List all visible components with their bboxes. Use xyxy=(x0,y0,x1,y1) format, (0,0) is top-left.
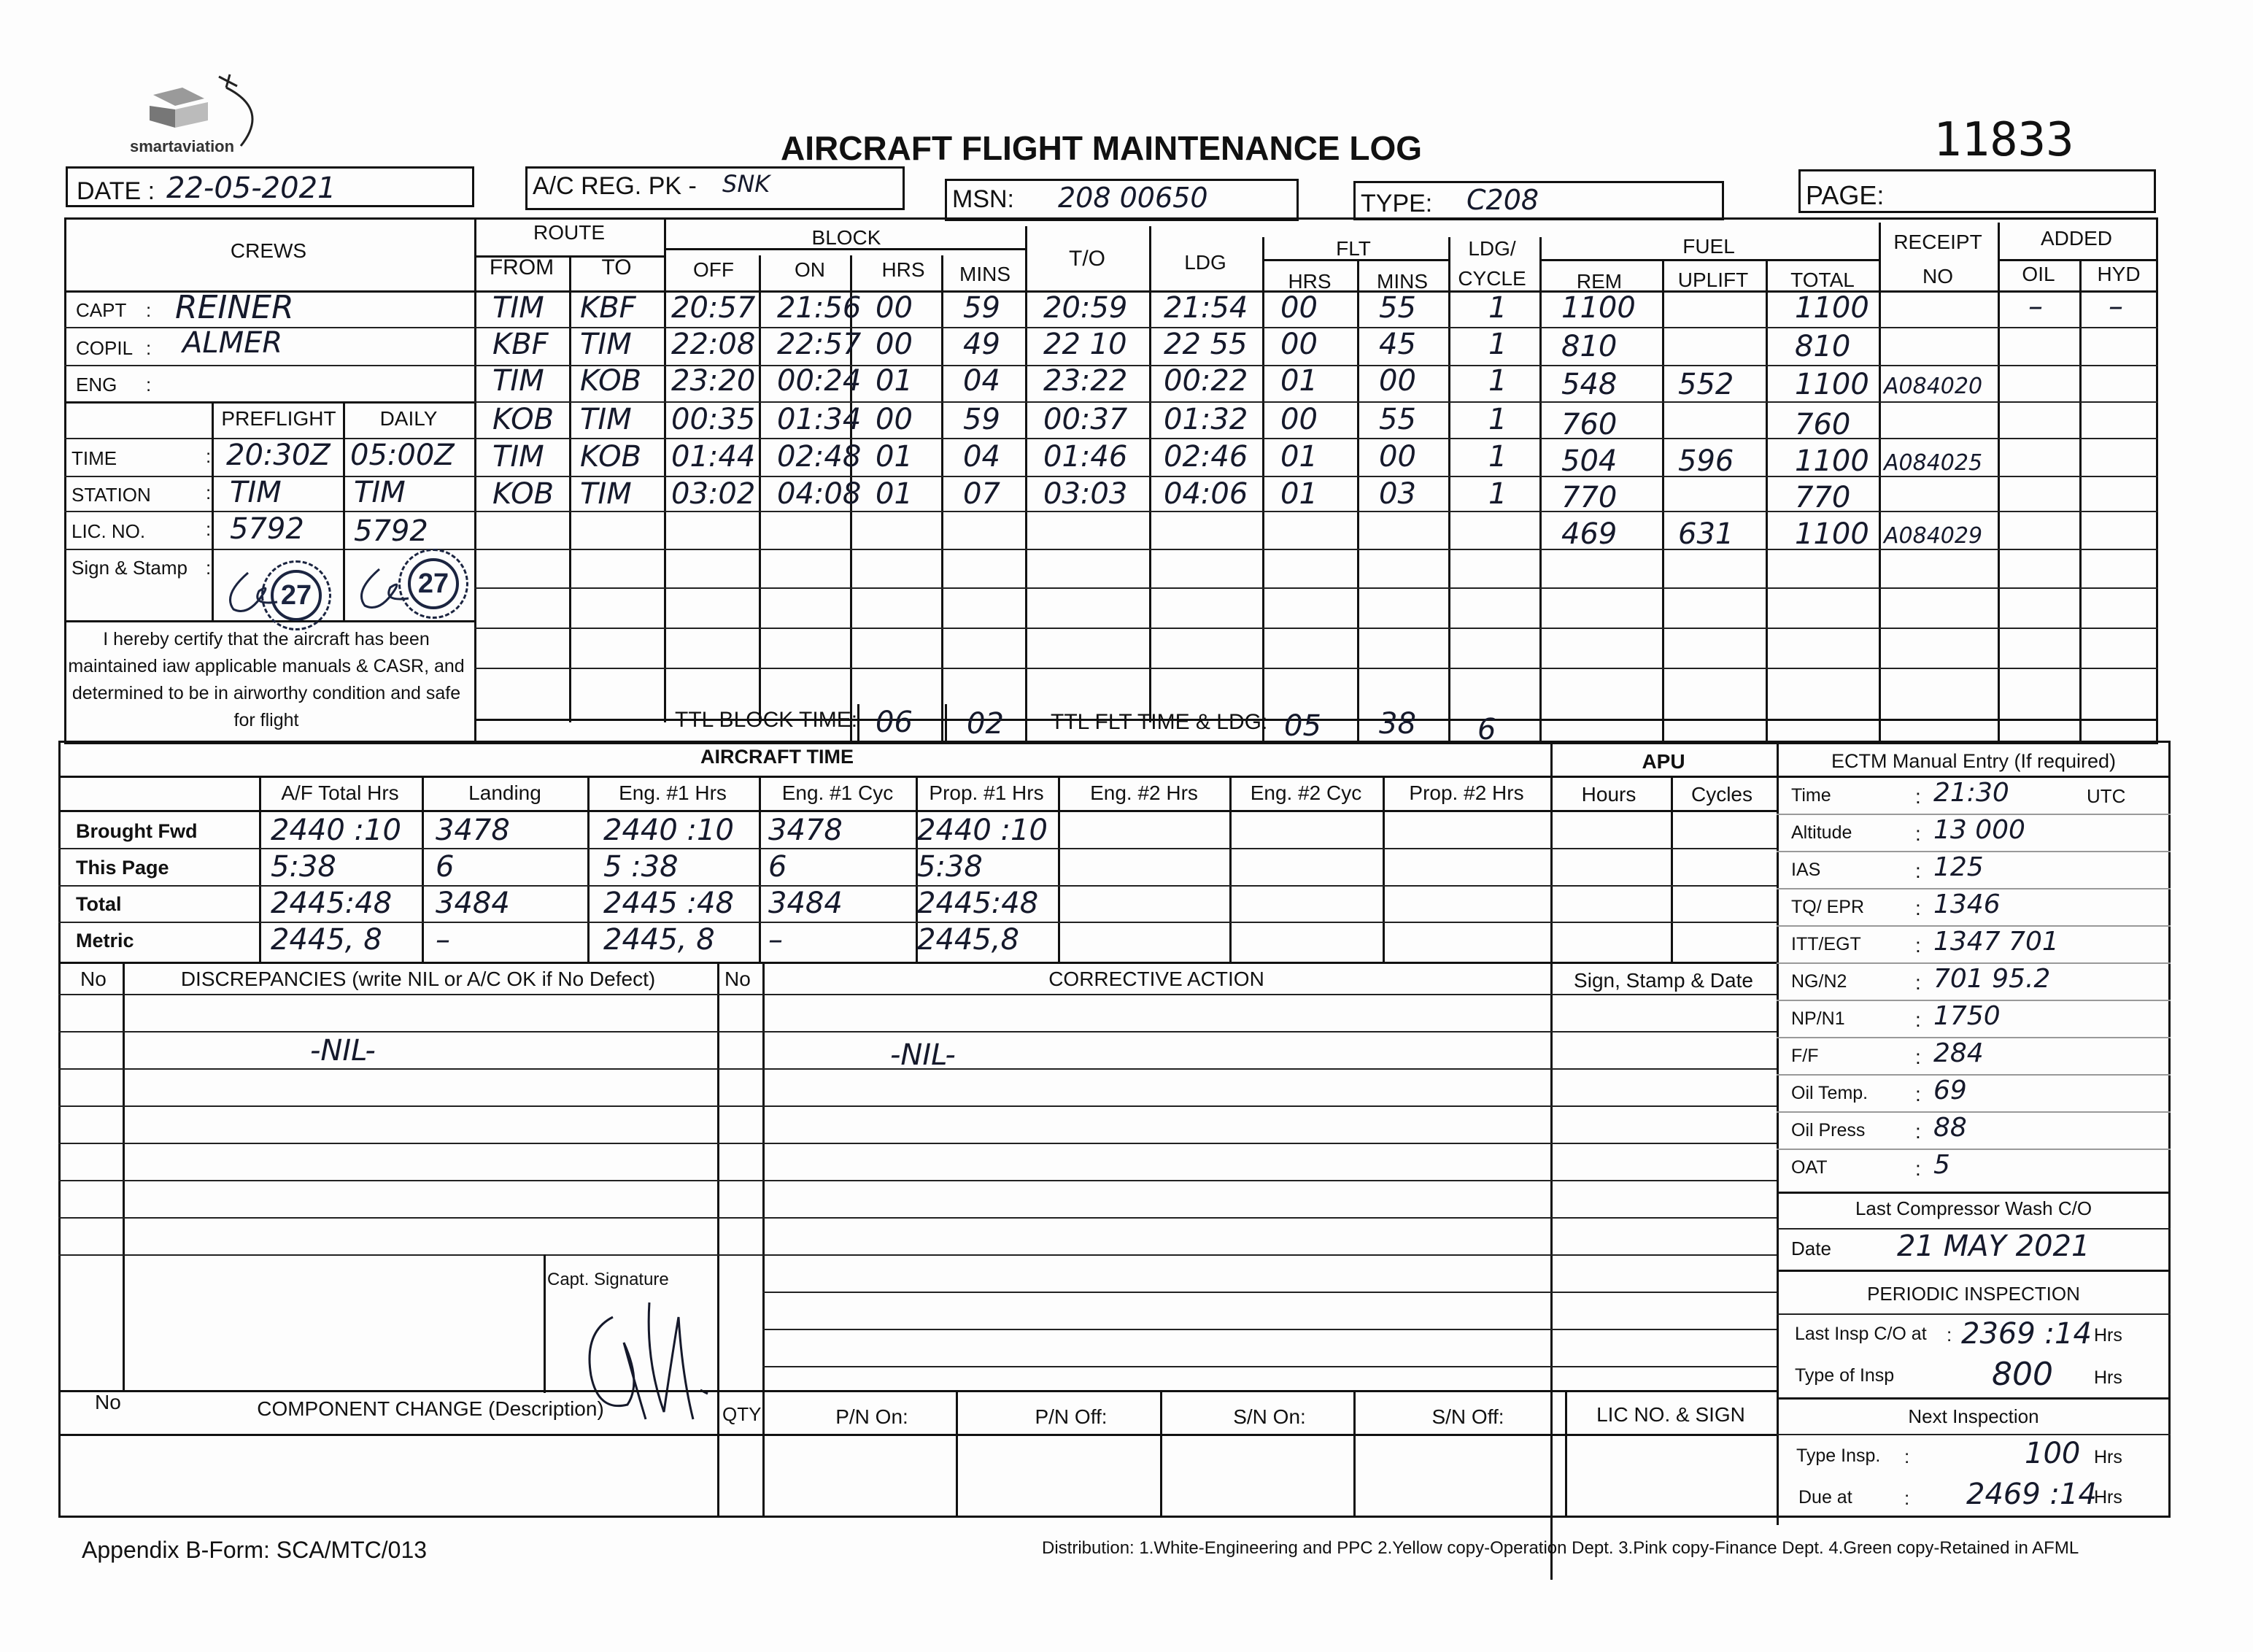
flight-cell-hrs: 00 xyxy=(876,403,913,436)
fuel-cell-uplift: 552 xyxy=(1678,368,1734,401)
compressor-date-label: Date xyxy=(1791,1238,1831,1259)
serial-number: 11833 xyxy=(1933,113,2074,167)
aircraft-time-cell: 5 :38 xyxy=(603,850,679,884)
flight-cell-from: KOB xyxy=(492,477,554,511)
receipt-header-1: RECEIPT xyxy=(1893,231,1982,253)
fuel-cell-total: 770 xyxy=(1795,481,1851,514)
due-label: Due at xyxy=(1798,1487,1852,1508)
to-header: TO xyxy=(601,255,632,279)
ttl-ldg: 6 xyxy=(1477,713,1496,746)
station-daily: TIM xyxy=(354,476,406,509)
aircraft-time-cell: 2445, 8 xyxy=(603,923,715,957)
fuel-cell-rem: 504 xyxy=(1561,444,1618,478)
time-label: TIME xyxy=(72,447,117,469)
corrective-heading: CORRECTIVE ACTION xyxy=(1048,968,1264,990)
aircraft-time-column-header: Landing xyxy=(468,781,541,804)
ectm-value: 1346 xyxy=(1933,889,2001,919)
fuel-cell-rem: 810 xyxy=(1561,330,1618,363)
flight-cell-to: KOB xyxy=(580,440,642,474)
engineer-stamp-daily: 27 xyxy=(408,558,459,609)
fuel-cell-total: 1100 xyxy=(1795,291,1869,325)
ectm-value: 284 xyxy=(1933,1038,1984,1068)
apu-heading: APU xyxy=(1642,750,1685,773)
aircraft-time-cell: – xyxy=(436,923,450,957)
pn-on-header: P/N On: xyxy=(835,1405,908,1428)
flight-cell-off: 01:44 xyxy=(671,440,756,474)
fuel-cell-total: 1100 xyxy=(1795,444,1869,478)
reg-label: A/C REG. PK - xyxy=(533,172,697,200)
flight-cell-from: KBF xyxy=(492,328,549,361)
fuel-cell-rem: 770 xyxy=(1561,481,1618,514)
flight-cell-cycle: 1 xyxy=(1488,440,1507,474)
flt-mins-header: MINS xyxy=(1377,270,1428,293)
certify-text-3: determined to be in airworthy condition and safe xyxy=(72,683,461,703)
aircraft-time-cell: 2445,8 xyxy=(917,923,1019,957)
flight-cell-on: 00:24 xyxy=(777,364,862,398)
ttl-block-hrs: 06 xyxy=(876,706,913,739)
aircraft-time-cell: 3478 xyxy=(436,814,510,847)
flight-cell-on: 02:48 xyxy=(777,440,862,474)
flight-cell-on: 21:56 xyxy=(777,291,862,325)
type-insp-unit: Hrs xyxy=(2094,1367,2122,1388)
to-time-header: T/O xyxy=(1069,247,1105,271)
ttl-flt-hrs: 05 xyxy=(1284,709,1321,743)
flight-cell-hrs: 01 xyxy=(876,364,913,398)
aircraft-time-cell: 2440 :10 xyxy=(271,814,401,847)
aircraft-time-heading: AIRCRAFT TIME xyxy=(700,746,854,768)
ectm-value: 69 xyxy=(1933,1076,1967,1105)
fuel-cell-total: 1100 xyxy=(1795,368,1869,401)
ectm-value: 1347 701 xyxy=(1933,927,2059,957)
flight-cell-ldg: 01:32 xyxy=(1164,403,1248,436)
flight-cell-on: 01:34 xyxy=(777,403,862,436)
flight-cell-flt-mins: 55 xyxy=(1379,291,1416,325)
flight-cell-to-time: 00:37 xyxy=(1043,403,1128,436)
flight-cell-to: KBF xyxy=(580,291,636,325)
copil-label: COPIL xyxy=(76,337,134,359)
ectm-label: IAS xyxy=(1791,860,1821,880)
flight-cell-mins: 04 xyxy=(963,440,1000,474)
ectm-label: NP/N1 xyxy=(1791,1008,1845,1029)
last-insp-unit: Hrs xyxy=(2094,1325,2122,1346)
ectm-label: TQ/ EPR xyxy=(1791,897,1865,917)
block-heading: BLOCK xyxy=(811,226,881,249)
apu-cycles-header: Cycles xyxy=(1690,783,1753,806)
uplift-header: UPLIFT xyxy=(1677,269,1749,291)
flight-cell-mins: 07 xyxy=(963,477,1000,511)
daily-signature xyxy=(350,562,438,613)
flight-cell-from: TIM xyxy=(492,440,544,474)
aircraft-time-row-label: Total xyxy=(76,893,122,915)
aircraft-time-cell: 3484 xyxy=(768,887,843,920)
aircraft-time-column-header: Eng. #1 Cyc xyxy=(781,781,894,804)
capt-label: CAPT xyxy=(76,299,127,321)
lic-preflight: 5792 xyxy=(230,512,304,546)
flight-cell-cycle: 1 xyxy=(1488,403,1507,436)
flight-cell-hrs: 01 xyxy=(876,440,913,474)
apu-hours-header: Hours xyxy=(1581,783,1636,806)
flight-cell-ldg: 21:54 xyxy=(1164,291,1248,325)
ldg-header: LDG xyxy=(1184,251,1226,274)
type-value: C208 xyxy=(1466,184,1539,216)
flight-cell-off: 03:02 xyxy=(671,477,756,511)
flight-cell-cycle: 1 xyxy=(1488,328,1507,361)
aircraft-time-row-label: Brought Fwd xyxy=(76,820,198,842)
flight-cell-flt-hrs: 00 xyxy=(1280,403,1318,436)
flight-cell-off: 23:20 xyxy=(671,364,756,398)
flight-cell-off: 22:08 xyxy=(671,328,756,361)
ectm-label: ITT/EGT xyxy=(1791,934,1861,954)
on-header: ON xyxy=(795,258,825,281)
aircraft-time-cell: – xyxy=(768,923,783,957)
next-insp-heading: Next Inspection xyxy=(1908,1405,2039,1427)
sn-off-header: S/N Off: xyxy=(1431,1405,1504,1428)
preflight-signature xyxy=(219,566,306,617)
sign-stamp-label: Sign & Stamp xyxy=(72,557,188,579)
ldg-cycle-header-1: LDG/ xyxy=(1468,237,1516,260)
ttl-flt-mins: 38 xyxy=(1379,707,1416,741)
aircraft-time-cell: 3478 xyxy=(768,814,843,847)
ectm-value: 21:30 xyxy=(1933,778,2009,808)
flight-cell-to-time: 23:22 xyxy=(1043,364,1128,398)
aircraft-time-column-header: Eng. #2 Hrs xyxy=(1090,781,1198,804)
flight-cell-ldg: 00:22 xyxy=(1164,364,1248,398)
engineer-stamp-preflight: 27 xyxy=(271,570,322,621)
component-no-header: No xyxy=(95,1391,121,1413)
fuel-cell-rem: 760 xyxy=(1561,408,1618,441)
aircraft-time-column-header: A/F Total Hrs xyxy=(281,781,399,804)
lic-sign-header: LIC NO. & SIGN xyxy=(1596,1403,1745,1426)
ectm-label: Altitude xyxy=(1791,822,1852,843)
certify-text-2: maintained iaw applicable manuals & CASR, and xyxy=(68,656,465,676)
flight-cell-cycle: 1 xyxy=(1488,364,1507,398)
flight-cell-mins: 59 xyxy=(963,291,1000,325)
flight-cell-cycle: 1 xyxy=(1488,477,1507,511)
aircraft-time-cell: 5:38 xyxy=(917,850,983,884)
time-daily: 05:00Z xyxy=(350,439,455,472)
component-change-heading: COMPONENT CHANGE (Description) xyxy=(257,1397,604,1420)
flight-cell-from: TIM xyxy=(492,291,544,325)
flight-cell-to: TIM xyxy=(580,328,632,361)
periodic-heading: PERIODIC INSPECTION xyxy=(1867,1283,2080,1305)
lic-label: LIC. NO. xyxy=(72,520,146,542)
date-value: 22-05-2021 xyxy=(166,171,336,205)
hyd-added: – xyxy=(2109,290,2123,323)
daily-header: DAILY xyxy=(379,407,438,430)
flight-cell-to-time: 20:59 xyxy=(1043,291,1128,325)
flight-cell-flt-mins: 00 xyxy=(1379,364,1416,398)
block-mins-header: MINS xyxy=(959,263,1010,285)
page-label: PAGE: xyxy=(1806,180,1885,210)
aircraft-time-column-header: Prop. #2 Hrs xyxy=(1409,781,1524,804)
flight-cell-hrs: 00 xyxy=(876,291,913,325)
receipt-header-2: NO xyxy=(1922,265,1953,287)
fuel-cell-rem: 1100 xyxy=(1561,291,1636,325)
form-reference: Appendix B-Form: SCA/MTC/013 xyxy=(82,1537,428,1563)
flight-cell-flt-hrs: 01 xyxy=(1280,477,1318,511)
time-preflight: 20:30Z xyxy=(226,439,331,472)
ttl-flt-label: TTL FLT TIME & LDG: xyxy=(1051,710,1268,734)
fuel-cell-receipt: A084029 xyxy=(1884,523,1983,549)
flt-heading: FLT xyxy=(1336,237,1371,260)
fuel-cell-total: 760 xyxy=(1795,408,1851,441)
fuel-cell-uplift: 631 xyxy=(1678,517,1734,551)
station-label: STATION xyxy=(72,484,151,506)
flight-cell-to-time: 01:46 xyxy=(1043,440,1128,474)
ectm-value: 1750 xyxy=(1933,1001,2001,1031)
oil-added: – xyxy=(2028,290,2043,323)
ectm-label: Oil Press xyxy=(1791,1120,1866,1140)
flight-cell-to: KOB xyxy=(580,364,642,398)
date-label: DATE : xyxy=(77,177,155,205)
flight-cell-to-time: 03:03 xyxy=(1043,477,1128,511)
ectm-value: 5 xyxy=(1933,1150,1950,1180)
last-insp-value: 2369 :14 xyxy=(1961,1317,2092,1351)
crews-heading: CREWS xyxy=(230,239,307,262)
ectm-value: 13 000 xyxy=(1933,815,2025,845)
certify-text-4: for flight xyxy=(233,710,299,730)
preflight-header: PREFLIGHT xyxy=(221,407,336,430)
ldg-cycle-header-2: CYCLE xyxy=(1458,267,1526,290)
ectm-heading: ECTM Manual Entry (If required) xyxy=(1831,750,2117,772)
flight-cell-ldg: 02:46 xyxy=(1164,440,1248,474)
lic-daily: 5792 xyxy=(354,514,428,548)
copil-name: ALMER xyxy=(182,326,283,360)
aircraft-time-column-header: Eng. #1 Hrs xyxy=(619,781,727,804)
flight-cell-flt-mins: 03 xyxy=(1379,477,1416,511)
type-insp-label: Type of Insp xyxy=(1795,1365,1895,1386)
aircraft-time-column-header: Prop. #1 Hrs xyxy=(929,781,1044,804)
ectm-value: 701 95.2 xyxy=(1933,964,2051,994)
ectm-label: Time xyxy=(1791,785,1831,806)
total-header: TOTAL xyxy=(1790,269,1855,291)
ectm-label: F/F xyxy=(1791,1046,1819,1066)
fuel-cell-uplift: 596 xyxy=(1678,444,1734,478)
aircraft-time-cell: 3484 xyxy=(436,887,510,920)
aircraft-time-column-header: Eng. #2 Cyc xyxy=(1250,781,1362,804)
captain-signature xyxy=(554,1273,730,1448)
flight-cell-flt-hrs: 00 xyxy=(1280,291,1318,325)
flight-cell-from: TIM xyxy=(492,364,544,398)
aircraft-time-cell: 2440 :10 xyxy=(917,814,1048,847)
flight-cell-mins: 49 xyxy=(963,328,1000,361)
station-preflight: TIM xyxy=(230,476,282,509)
ttl-block-mins: 02 xyxy=(967,707,1004,741)
flight-cell-off: 20:57 xyxy=(671,291,756,325)
flight-cell-cycle: 1 xyxy=(1488,291,1507,325)
pn-off-header: P/N Off: xyxy=(1035,1405,1108,1428)
ectm-label: NG/N2 xyxy=(1791,971,1847,992)
aircraft-time-cell: 2445, 8 xyxy=(271,923,382,957)
flight-cell-mins: 04 xyxy=(963,364,1000,398)
capt-signature-label: Capt. Signature xyxy=(547,1270,669,1289)
fuel-cell-rem: 469 xyxy=(1561,517,1618,551)
route-heading: ROUTE xyxy=(533,221,605,244)
due-value: 2469 :14 xyxy=(1966,1478,2097,1511)
flight-cell-flt-hrs: 01 xyxy=(1280,364,1318,398)
reg-value: SNK xyxy=(722,170,770,198)
flight-cell-hrs: 00 xyxy=(876,328,913,361)
ectm-utc: UTC xyxy=(2087,785,2126,807)
company-logo xyxy=(117,66,285,161)
page-title: AIRCRAFT FLIGHT MAINTENANCE LOG xyxy=(781,129,1423,167)
last-insp-label: Last Insp C/O at xyxy=(1795,1324,1927,1344)
flight-cell-flt-hrs: 00 xyxy=(1280,328,1318,361)
flight-cell-mins: 59 xyxy=(963,403,1000,436)
logo-text: smartaviation xyxy=(130,137,235,155)
fuel-cell-rem: 548 xyxy=(1561,368,1618,401)
flight-cell-flt-mins: 45 xyxy=(1379,328,1416,361)
fuel-cell-receipt: A084020 xyxy=(1884,374,1983,399)
flight-cell-to: TIM xyxy=(580,403,632,436)
distribution-note: Distribution: 1.White-Engineering and PPC 2.Yellow copy-Operation Dept. 3.Pink copy-Finance Dept. 4.Green copy-Retained in AFML xyxy=(1042,1538,2079,1558)
flight-cell-from: KOB xyxy=(492,403,554,436)
aircraft-time-cell: 6 xyxy=(436,850,455,884)
ectm-label: Oil Temp. xyxy=(1791,1083,1869,1103)
aircraft-time-cell: 6 xyxy=(768,850,787,884)
aircraft-time-cell: 2445 :48 xyxy=(603,887,734,920)
discrepancies-heading: DISCREPANCIES (write NIL or A/C OK if No Defect) xyxy=(180,968,656,990)
next-type-value: 100 xyxy=(2025,1437,2081,1470)
from-header: FROM xyxy=(489,255,554,279)
corrective-no-header: No xyxy=(724,968,751,990)
flt-hrs-header: HRS xyxy=(1288,270,1332,293)
flight-cell-ldg: 04:06 xyxy=(1164,477,1248,511)
type-insp-value: 800 xyxy=(1992,1356,2053,1393)
hyd-header: HYD xyxy=(2097,263,2141,285)
msn-label: MSN: xyxy=(952,185,1014,213)
discrepancy-no-header: No xyxy=(80,968,107,990)
fuel-cell-total: 1100 xyxy=(1795,517,1869,551)
flight-cell-flt-hrs: 01 xyxy=(1280,440,1318,474)
flight-cell-flt-mins: 55 xyxy=(1379,403,1416,436)
aircraft-time-cell: 2445:48 xyxy=(917,887,1039,920)
flight-cell-flt-mins: 00 xyxy=(1379,440,1416,474)
type-label: TYPE: xyxy=(1361,190,1433,217)
sign-stamp-date-header: Sign, Stamp & Date xyxy=(1574,969,1753,992)
rem-header: REM xyxy=(1576,270,1623,293)
fuel-cell-receipt: A084025 xyxy=(1884,450,1983,476)
flight-cell-on: 22:57 xyxy=(777,328,862,361)
msn-value: 208 00650 xyxy=(1058,182,1208,214)
ttl-block-label: TTL BLOCK TIME: xyxy=(675,708,858,732)
certify-text-1: I hereby certify that the aircraft has been xyxy=(103,629,430,649)
aircraft-time-cell: 2445:48 xyxy=(271,887,393,920)
aircraft-time-cell: 2440 :10 xyxy=(603,814,734,847)
flight-cell-on: 04:08 xyxy=(777,477,862,511)
capt-name: REINER xyxy=(175,289,294,326)
sn-on-header: S/N On: xyxy=(1233,1405,1306,1428)
off-header: OFF xyxy=(693,258,734,281)
aircraft-time-cell: 5:38 xyxy=(271,850,336,884)
ectm-value: 88 xyxy=(1933,1113,1967,1143)
discrepancy-nil: -NIL- xyxy=(310,1034,376,1068)
aircraft-time-row-label: This Page xyxy=(76,857,169,879)
flight-cell-to-time: 22 10 xyxy=(1043,328,1127,361)
flight-cell-off: 00:35 xyxy=(671,403,756,436)
next-type-label: Type Insp. xyxy=(1796,1446,1881,1466)
compressor-date: 21 MAY 2021 xyxy=(1897,1230,2090,1263)
compressor-heading: Last Compressor Wash C/O xyxy=(1855,1197,2092,1219)
block-hrs-header: HRS xyxy=(881,258,925,281)
next-type-unit: Hrs xyxy=(2094,1447,2122,1467)
aircraft-time-row-label: Metric xyxy=(76,930,134,952)
oil-header: OIL xyxy=(2022,263,2055,285)
flight-cell-ldg: 22 55 xyxy=(1164,328,1248,361)
eng-label: ENG xyxy=(76,374,117,395)
flight-cell-hrs: 01 xyxy=(876,477,913,511)
ectm-label: OAT xyxy=(1791,1157,1828,1178)
due-unit: Hrs xyxy=(2094,1487,2122,1508)
qty-header: QTY xyxy=(722,1403,762,1425)
corrective-nil: -NIL- xyxy=(890,1038,956,1072)
added-heading: ADDED xyxy=(2040,227,2113,250)
flight-cell-to: TIM xyxy=(580,477,632,511)
ectm-value: 125 xyxy=(1933,852,1984,882)
fuel-heading: FUEL xyxy=(1682,235,1735,258)
fuel-cell-total: 810 xyxy=(1795,330,1851,363)
